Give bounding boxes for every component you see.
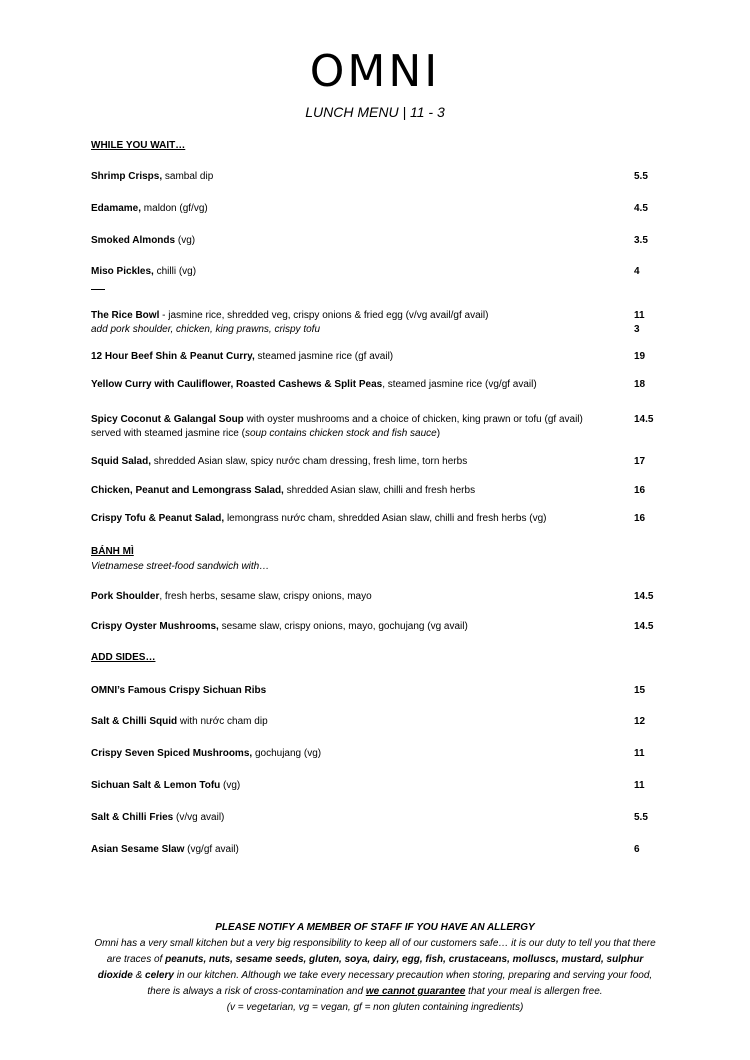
item-price: 11 — [634, 748, 645, 759]
item-name: Asian Sesame Slaw — [91, 844, 185, 855]
item-price: 16 — [634, 485, 646, 496]
item-desc: sambal dip — [162, 171, 214, 182]
item-price: 11 — [634, 310, 645, 321]
item-name: Miso Pickles, — [91, 266, 154, 277]
item-name: OMNI’s Famous Crispy Sichuan Ribs — [91, 685, 267, 696]
item-price: 11 — [634, 780, 645, 791]
section-heading-banh-mi: BÁNH MÌ — [91, 546, 134, 557]
menu-item — [91, 455, 621, 469]
menu-item — [91, 378, 621, 392]
allergy-text: in our kitchen. Although we take every necessary precaution when storing, preparing and serving your food, there is always a risk of cross-contamination and — [147, 970, 653, 997]
menu-item — [91, 684, 621, 698]
item-desc: gochujang (vg) — [252, 748, 322, 759]
allergy-body — [90, 936, 660, 1000]
item-desc: (vg) — [220, 780, 241, 791]
item-desc: , fresh herbs, sesame slaw, crispy onions, mayo — [159, 591, 372, 602]
item-note: soup contains chicken stock and fish sauce — [244, 428, 437, 439]
item-addon-price: 3 — [634, 324, 640, 335]
item-price: 18 — [634, 379, 646, 390]
allergen-celery: celery — [145, 970, 174, 981]
item-price: 14.5 — [634, 591, 654, 602]
brand-title: OMNI — [309, 46, 441, 97]
item-desc: shredded Asian slaw, chilli and fresh herbs — [283, 485, 476, 496]
item-desc: - jasmine rice, shredded veg, crispy onions & fried egg (v/vg avail/gf avail) — [159, 310, 489, 321]
allergy-guarantee: we cannot guarantee — [365, 986, 466, 997]
item-desc: steamed jasmine rice (gf avail) — [254, 351, 394, 362]
menu-item — [91, 779, 621, 793]
item-name: Crispy Seven Spiced Mushrooms, — [91, 748, 253, 759]
item-name: Spicy Coconut & Galangal Soup — [91, 414, 244, 425]
item-name: Sichuan Salt & Lemon Tofu — [91, 780, 221, 791]
item-note: add pork shoulder, chicken, king prawns, crispy tofu — [91, 324, 321, 335]
allergy-and: & — [132, 970, 146, 981]
item-price: 17 — [634, 456, 646, 467]
item-desc: lemongrass nước cham, shredded Asian slaw, chilli and fresh herbs (vg) — [224, 513, 547, 524]
item-name: Smoked Almonds — [91, 235, 176, 246]
section-divider — [91, 289, 105, 290]
allergy-text: that your meal is allergen free. — [465, 986, 603, 997]
diet-key: (v = vegetarian, vg = vegan, gf = non gluten containing ingredients) — [226, 1002, 524, 1013]
item-name: Chicken, Peanut and Lemongrass Salad, — [91, 485, 284, 496]
menu-item — [91, 170, 621, 184]
item-desc: maldon (gf/vg) — [141, 203, 208, 214]
menu-item — [91, 811, 621, 825]
allergy-text: Omni has a very small kitchen but a very big responsibility to keep all of our customers safe… it is our duty to tell you that there are traces of — [94, 938, 656, 965]
section-heading-while-you-wait: WHILE YOU WAIT… — [91, 140, 186, 151]
section-heading-sides: ADD SIDES… — [91, 652, 156, 663]
item-desc: , steamed jasmine rice (vg/gf avail) — [382, 379, 537, 390]
menu-item — [91, 413, 621, 441]
menu-item — [91, 843, 621, 857]
item-price: 14.5 — [634, 621, 654, 632]
section-subheading-banh-mi: Vietnamese street-food sandwich with… — [91, 561, 270, 572]
item-name: Crispy Oyster Mushrooms, — [91, 621, 219, 632]
item-price: 5.5 — [634, 812, 648, 823]
menu-item — [91, 350, 621, 364]
item-price: 3.5 — [634, 235, 648, 246]
item-price: 16 — [634, 513, 646, 524]
allergen-list: peanuts, nuts, sesame seeds, gluten, soya, dairy, egg, fish, crustaceans, molluscs, mustard, sulphur dioxide — [97, 954, 644, 981]
item-name: Salt & Chilli Fries — [91, 812, 174, 823]
item-name: Pork Shoulder — [91, 591, 160, 602]
item-name: Squid Salad, — [91, 456, 152, 467]
menu-subtitle: LUNCH MENU | 11 - 3 — [305, 104, 445, 120]
menu-item — [91, 234, 621, 248]
item-desc: with nước cham dip — [177, 716, 268, 727]
item-price: 14.5 — [634, 414, 654, 425]
menu-item — [91, 747, 621, 761]
item-price: 12 — [634, 716, 646, 727]
item-price: 5.5 — [634, 171, 648, 182]
item-name: Yellow Curry with Cauliflower, Roasted Cashews & Split Peas — [91, 379, 383, 390]
item-name: 12 Hour Beef Shin & Peanut Curry, — [91, 351, 255, 362]
item-name: Crispy Tofu & Peanut Salad, — [91, 513, 225, 524]
menu-item — [91, 620, 621, 634]
menu-item — [91, 590, 621, 604]
item-desc: (v/vg avail) — [173, 812, 225, 823]
item-price: 6 — [634, 844, 640, 855]
item-name: Salt & Chilli Squid — [91, 716, 178, 727]
item-price: 4 — [634, 266, 640, 277]
item-desc: (vg/gf avail) — [184, 844, 239, 855]
allergy-notice — [90, 920, 660, 1016]
menu-item — [91, 265, 621, 279]
item-name: The Rice Bowl — [91, 310, 160, 321]
menu-item — [91, 202, 621, 216]
item-price: 15 — [634, 685, 646, 696]
item-price: 4.5 — [634, 203, 648, 214]
item-desc: chilli (vg) — [153, 266, 197, 277]
item-desc-line2: served with steamed jasmine rice ( — [91, 428, 245, 439]
item-desc-line2-end: ) — [436, 428, 441, 439]
menu-item — [91, 309, 621, 337]
item-desc: shredded Asian slaw, spicy nước cham dressing, fresh lime, torn herbs — [151, 456, 468, 467]
item-price: 19 — [634, 351, 646, 362]
item-desc: (vg) — [175, 235, 196, 246]
allergy-heading: PLEASE NOTIFY A MEMBER OF STAFF IF YOU HAVE AN ALLERGY — [215, 922, 535, 933]
item-name: Edamame, — [91, 203, 142, 214]
item-desc: sesame slaw, crispy onions, mayo, gochujang (vg avail) — [218, 621, 468, 632]
item-name: Shrimp Crisps, — [91, 171, 163, 182]
menu-item — [91, 484, 621, 498]
menu-item — [91, 715, 621, 729]
menu-item — [91, 512, 621, 526]
item-desc: with oyster mushrooms and a choice of chicken, king prawn or tofu (gf avail) — [243, 414, 583, 425]
